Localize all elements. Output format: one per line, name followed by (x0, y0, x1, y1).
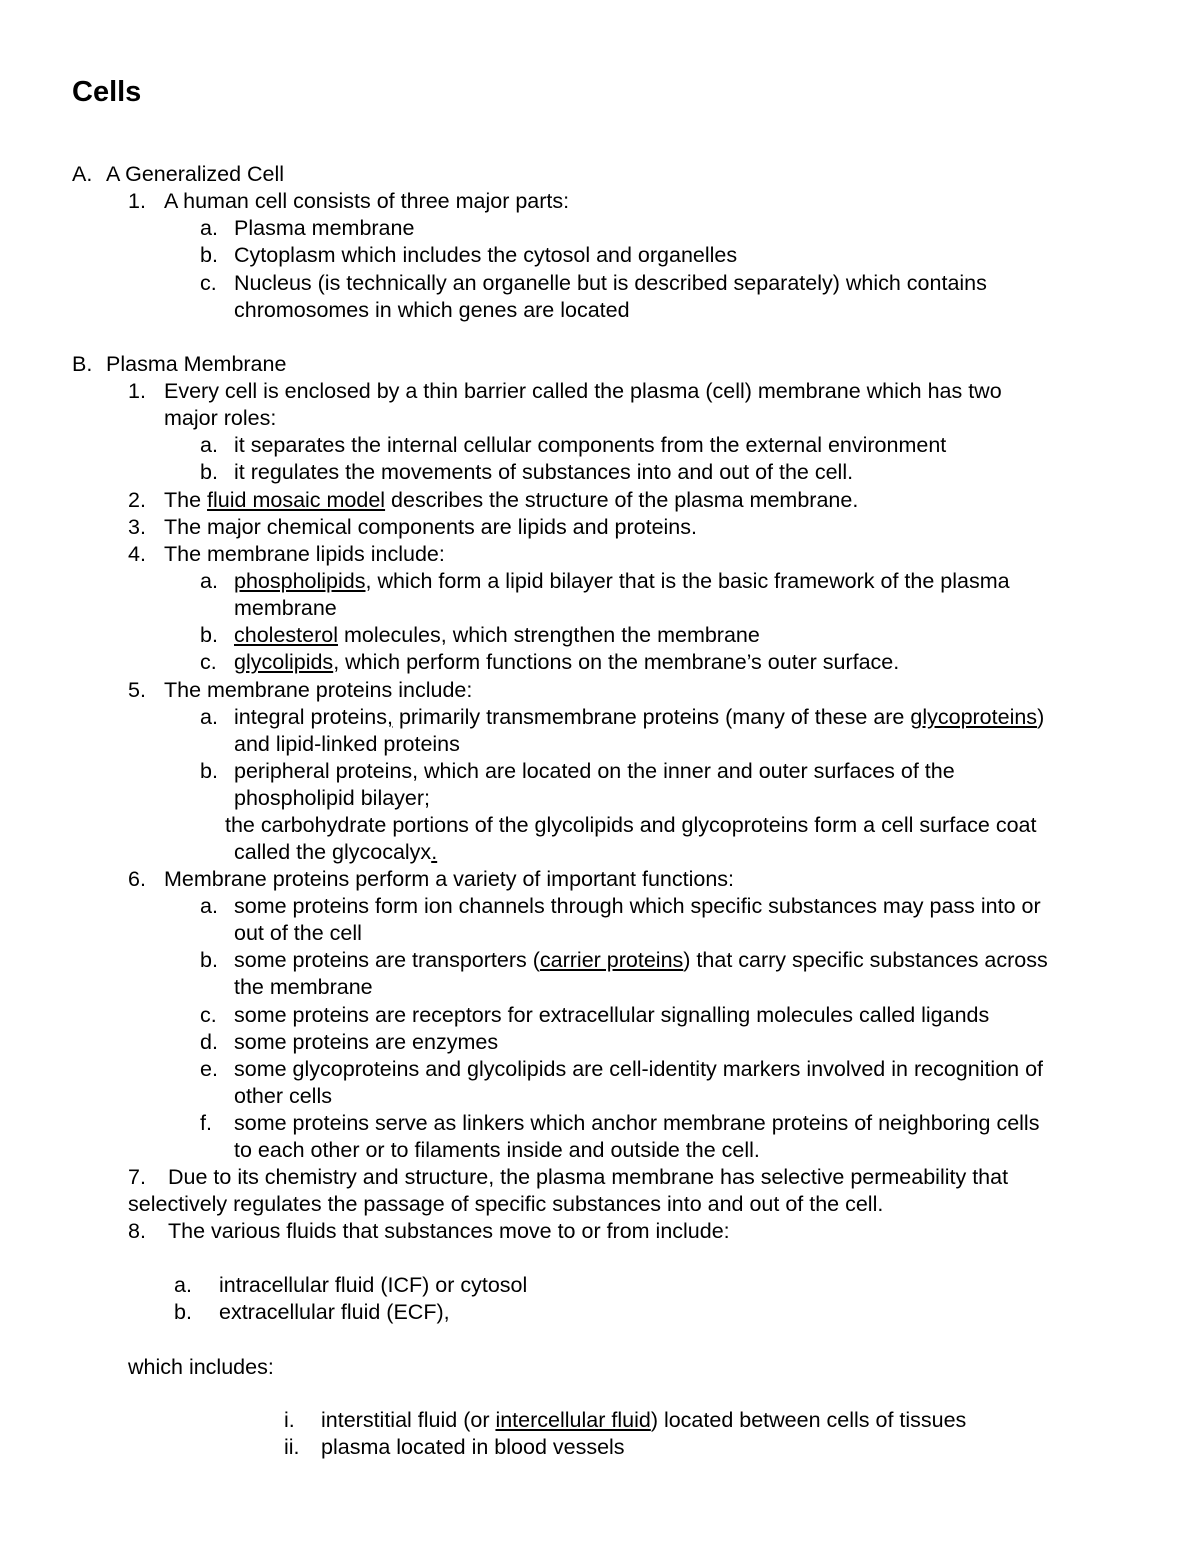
b7-line2: selectively regulates the passage of specific substances into and out of the cell. (128, 1192, 884, 1216)
b4-marker: 4. (128, 542, 146, 566)
b4c-post: , which perform functions on the membrane’s outer surface. (333, 650, 900, 674)
b4a-marker: a. (200, 569, 218, 593)
b6d-marker: d. (200, 1030, 218, 1054)
b2-pre: The (164, 488, 208, 512)
b8b-marker: b. (174, 1300, 192, 1324)
b4b-marker: b. (200, 623, 218, 647)
b4-text: The membrane lipids include: (164, 542, 445, 566)
b5a-term: glycoproteins (910, 705, 1038, 729)
b4c-text (234, 649, 899, 676)
b6b-pre: some proteins are transporters ( (234, 948, 540, 972)
b3-marker: 3. (128, 515, 146, 539)
b5-note-line2 (234, 839, 437, 866)
page-title: Cells (72, 76, 142, 108)
b6d-text: some proteins are enzymes (234, 1030, 499, 1054)
a1c-marker: c. (200, 271, 217, 295)
a1-text: A human cell consists of three major parts: (164, 189, 570, 213)
b1-line2: major roles: (164, 406, 277, 430)
a1c-line1: Nucleus (is technically an organelle but is described separately) which contains (234, 271, 987, 295)
b1b-text: it regulates the movements of substances into and out of the cell. (234, 460, 854, 484)
a1b-marker: b. (200, 243, 218, 267)
b6-text: Membrane proteins perform a variety of important functions: (164, 867, 735, 891)
b5a-mid: primarily transmembrane proteins (many of these are (392, 705, 911, 729)
a1a-marker: a. (200, 216, 218, 240)
b1-marker: 1. (128, 379, 146, 403)
b6f-marker: f. (200, 1111, 212, 1135)
b5b-line1: peripheral proteins, which are located on the inner and outer surfaces of the (234, 759, 955, 783)
b2-marker: 2. (128, 488, 146, 512)
b8i-text (321, 1407, 966, 1434)
b5a-line2: and lipid-linked proteins (234, 732, 460, 756)
b6c-text: some proteins are receptors for extracellular signalling molecules called ligands (234, 1003, 990, 1027)
b5-marker: 5. (128, 678, 146, 702)
b7-line1: Due to its chemistry and structure, the plasma membrane has selective permeability that (168, 1165, 1009, 1189)
b1-line1: Every cell is enclosed by a thin barrier called the plasma (cell) membrane which has two (164, 379, 1002, 403)
b6c-marker: c. (200, 1003, 217, 1027)
b4a-line2: membrane (234, 596, 337, 620)
b4b-term: cholesterol (234, 623, 338, 647)
b4a-term: phospholipids (234, 569, 366, 593)
b8b-text: extracellular fluid (ECF), (219, 1300, 450, 1324)
b8i-marker: i. (284, 1408, 295, 1432)
b6b-line2: the membrane (234, 975, 373, 999)
b8ii-marker: ii. (284, 1435, 300, 1459)
b8a-text: intracellular fluid (ICF) or cytosol (219, 1273, 528, 1297)
b5a-pre: integral proteins (234, 705, 387, 729)
b1a-marker: a. (200, 433, 218, 457)
section-a-heading: A Generalized Cell (106, 162, 285, 186)
b8i-term: intercellular fluid (495, 1408, 651, 1432)
b8-which-includes: which includes: (128, 1355, 274, 1379)
section-b-heading: Plasma Membrane (106, 352, 287, 376)
b4b-text (234, 622, 760, 649)
b6e-line1: some glycoproteins and glycolipids are cell-identity markers involved in recognition of (234, 1057, 1044, 1081)
b8ii-text: plasma located in blood vessels (321, 1435, 625, 1459)
b5-text: The membrane proteins include: (164, 678, 473, 702)
b2-term: fluid mosaic model (207, 488, 386, 512)
b6a-marker: a. (200, 894, 218, 918)
b5-note-dot: . (431, 840, 438, 864)
b6b-line1 (234, 947, 1048, 974)
b6a-line2: out of the cell (234, 921, 362, 945)
b6b-marker: b. (200, 948, 218, 972)
b3-text: The major chemical components are lipids and proteins. (164, 515, 697, 539)
b4c-marker: c. (200, 650, 217, 674)
b6f-line1: some proteins serve as linkers which anchor membrane proteins of neighboring cells (234, 1111, 1040, 1135)
b5a-comma: , (386, 705, 393, 729)
a1a-text: Plasma membrane (234, 216, 415, 240)
b1a-text: it separates the internal cellular components from the external environment (234, 433, 947, 457)
b4a-line1 (234, 568, 1010, 595)
b8a-marker: a. (174, 1273, 192, 1297)
b7-marker: 7. (128, 1165, 146, 1189)
b6b-post: ) that carry specific substances across (683, 948, 1048, 972)
b8-marker: 8. (128, 1219, 146, 1243)
b6b-term: carrier proteins (539, 948, 684, 972)
b4a-post: , which form a lipid bilayer that is the basic framework of the plasma (365, 569, 1010, 593)
b4c-term: glycolipids (234, 650, 334, 674)
b5a-post: ) (1037, 705, 1045, 729)
b8i-post: ) located between cells of tissues (650, 1408, 967, 1432)
b6a-line1: some proteins form ion channels through which specific substances may pass into or (234, 894, 1041, 918)
b2-post: describes the structure of the plasma membrane. (385, 488, 859, 512)
b5a-line1 (234, 704, 1044, 731)
b5a-marker: a. (200, 705, 218, 729)
a1b-text: Cytoplasm which includes the cytosol and organelles (234, 243, 738, 267)
section-a-marker: A. (72, 162, 93, 186)
b1b-marker: b. (200, 460, 218, 484)
b4b-post: molecules, which strengthen the membrane (337, 623, 760, 647)
b8-text: The various fluids that substances move to or from include: (168, 1219, 730, 1243)
b5-note-pre: called the glycocalyx (234, 840, 432, 864)
b5b-line2: phospholipid bilayer; (234, 786, 431, 810)
b2-text (164, 487, 858, 514)
a1c-line2: chromosomes in which genes are located (234, 298, 630, 322)
b8i-pre: interstitial fluid (or (321, 1408, 496, 1432)
b6-marker: 6. (128, 867, 146, 891)
b5-note-line1: the carbohydrate portions of the glycolipids and glycoproteins form a cell surface coat (225, 813, 1037, 837)
b6e-line2: other cells (234, 1084, 332, 1108)
a1-marker: 1. (128, 189, 146, 213)
b6f-line2: to each other or to filaments inside and outside the cell. (234, 1138, 760, 1162)
b6e-marker: e. (200, 1057, 218, 1081)
section-b-marker: B. (72, 352, 93, 376)
b5b-marker: b. (200, 759, 218, 783)
